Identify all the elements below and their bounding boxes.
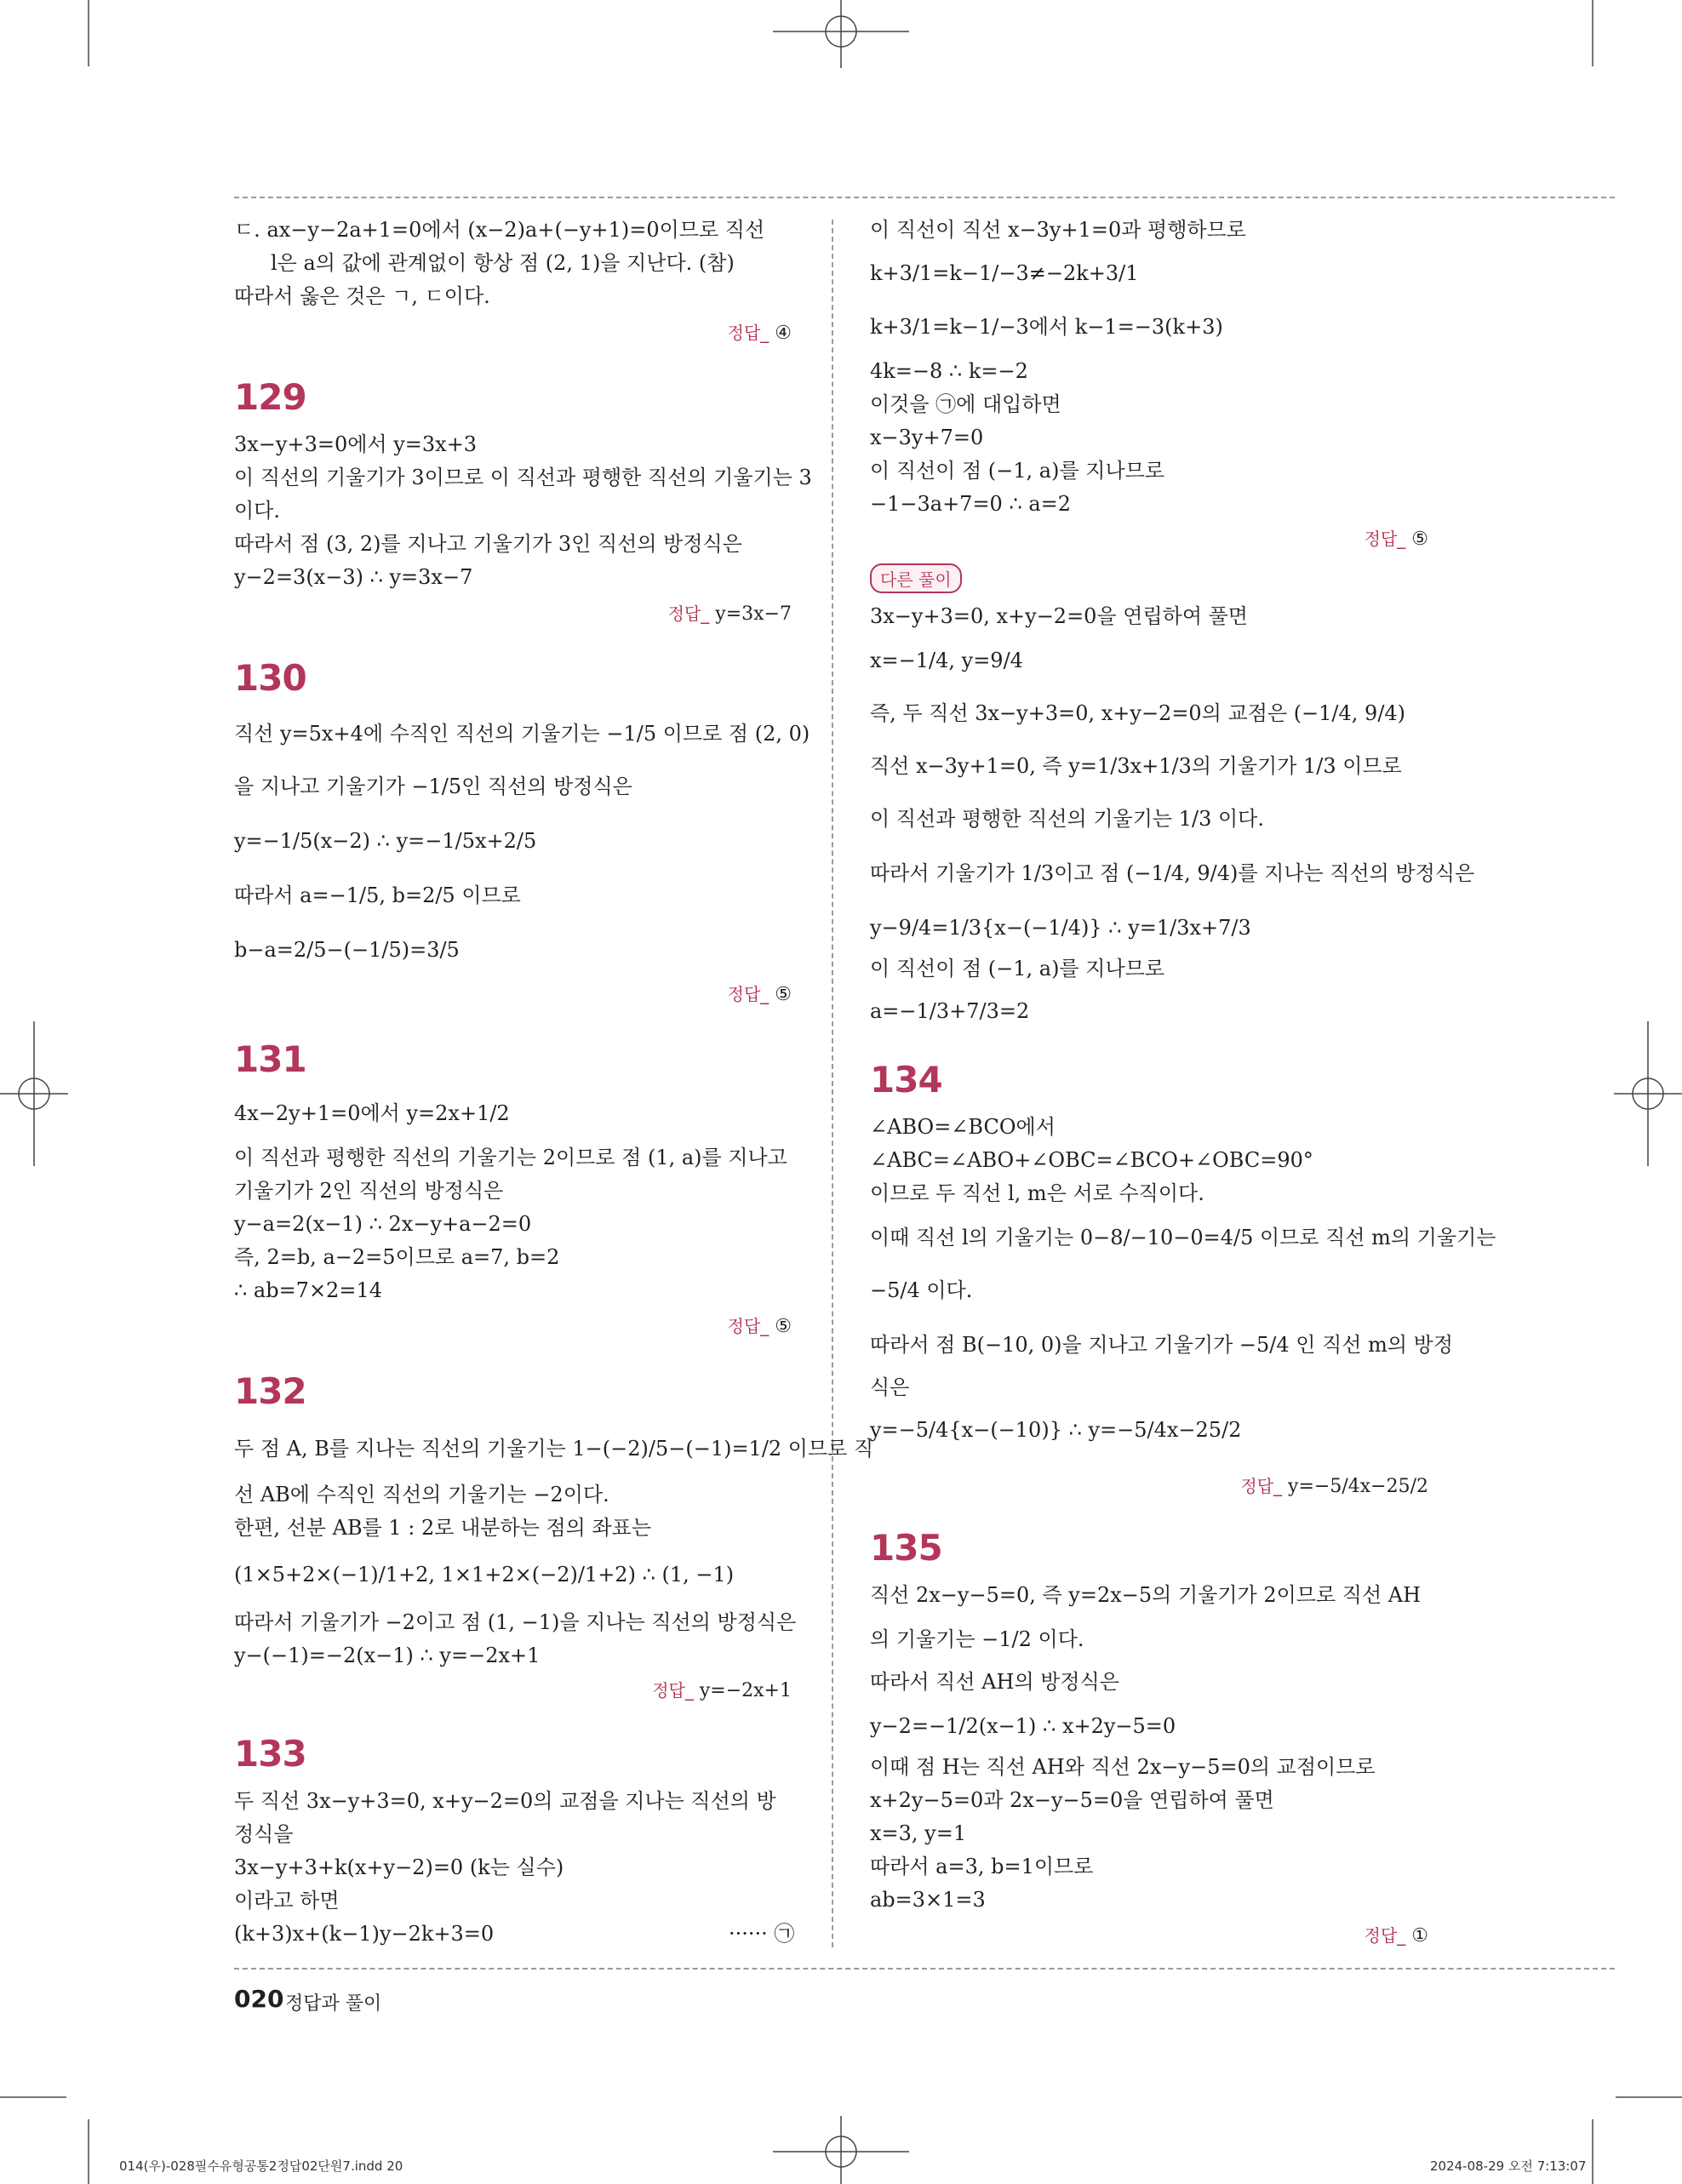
problem-number-133: 133 <box>234 1733 306 1775</box>
alt-solution-badge: 다른 풀이 <box>870 563 962 593</box>
p132-line-2: 선 AB에 수직인 직선의 기울기는 −2이다. <box>234 1483 609 1507</box>
crop-mark-bottom-right-h <box>1616 2096 1682 2098</box>
intro-answer <box>728 319 792 344</box>
crop-mark-top-right-v <box>1592 0 1593 66</box>
answer-label: 정답_ <box>667 603 710 624</box>
p133c-line-8: −1−3a+7=0 ∴ a=2 <box>870 492 1072 516</box>
p133c-answer <box>1364 525 1428 550</box>
column-divider <box>832 220 833 1947</box>
problem-number-129: 129 <box>234 376 306 418</box>
alt-line-7: y−9/4=1/3{x−(−1/4)} ∴ y=1/3x+7/3 <box>870 916 1251 940</box>
p131-answer <box>728 1312 792 1337</box>
p133c-line-3: k+3/1=k−1/−3에서 k−1=−3(k+3) <box>870 315 1223 339</box>
alt-line-4: 직선 x−3y+1=0, 즉 y=1/3x+1/3의 기울기가 1/3 이므로 <box>870 754 1402 778</box>
p133-line-4: 이라고 하면 <box>234 1889 340 1912</box>
p130-line-3: y=−1/5(x−2) ∴ y=−1/5x+2/5 <box>234 829 537 853</box>
problem-number-132: 132 <box>234 1370 306 1412</box>
p132-line-4: (1×5+2×(−1)/1+2, 1×1+2×(−2)/1+2) ∴ (1, −1) <box>234 1563 735 1587</box>
alt-line-2: x=−1/4, y=9/4 <box>870 649 1023 672</box>
alt-line-8: 이 직선이 점 (−1, a)를 지나므로 <box>870 957 1165 981</box>
answer-value: ⑤ <box>775 1316 792 1337</box>
p131-line-4: y−a=2(x−1) ∴ 2x−y+a−2=0 <box>234 1212 532 1236</box>
p134-line-3: 이므로 두 직선 l, m은 서로 수직이다. <box>870 1181 1204 1205</box>
p134-line-1: ∠ABO=∠BCO에서 <box>870 1115 1056 1139</box>
bottom-dashed-rule <box>234 1968 1615 1970</box>
p135-line-7: x=3, y=1 <box>870 1821 967 1845</box>
p134-line-6: 따라서 점 B(−10, 0)을 지나고 기울기가 −5/4 인 직선 m의 방정 <box>870 1333 1454 1357</box>
answer-label: 정답_ <box>1364 1925 1406 1946</box>
answer-value: y=−5/4x−25/2 <box>1288 1476 1428 1497</box>
p135-line-2: 의 기울기는 −1/2 이다. <box>870 1627 1084 1651</box>
p129-line-4: 따라서 점 (3, 2)를 지나고 기울기가 3인 직선의 방정식은 <box>234 532 742 556</box>
crop-mark-top-left-v <box>88 0 89 66</box>
p129-line-3: 이다. <box>234 499 280 523</box>
problem-number-130: 130 <box>234 657 306 699</box>
p133c-line-6: x−3y+7=0 <box>870 426 984 449</box>
p135-line-5: 이때 점 H는 직선 AH와 직선 2x−y−5=0의 교점이므로 <box>870 1755 1376 1779</box>
answer-value: ⑤ <box>775 984 792 1005</box>
answer-label: 정답_ <box>727 984 769 1004</box>
footer-section-title: 정답과 풀이 <box>285 1993 382 2015</box>
problem-number-135: 135 <box>870 1527 942 1569</box>
p133c-line-4: 4k=−8 ∴ k=−2 <box>870 359 1028 383</box>
p134-line-7: 식은 <box>870 1375 910 1399</box>
p129-answer <box>668 600 792 625</box>
alt-line-6: 따라서 기울기가 1/3이고 점 (−1/4, 9/4)를 지나는 직선의 방정식은 <box>870 861 1475 885</box>
p129-line-1: 3x−y+3=0에서 y=3x+3 <box>234 432 478 456</box>
answer-value: y=−2x+1 <box>699 1680 792 1701</box>
alt-line-9: a=−1/3+7/3=2 <box>870 999 1030 1023</box>
p130-line-2: 을 지나고 기울기가 −1/5인 직선의 방정식은 <box>234 775 632 798</box>
p131-line-5: 즉, 2=b, a−2=5이므로 a=7, b=2 <box>234 1245 560 1269</box>
problem-number-134: 134 <box>870 1059 942 1101</box>
page-number: 020 <box>234 1985 284 2013</box>
top-dashed-rule <box>234 197 1615 198</box>
slug-filename: 014(우)-028필수유형공통2정답02단원7.indd 20 <box>119 2158 403 2174</box>
alt-line-3: 즉, 두 직선 3x−y+3=0, x+y−2=0의 교점은 (−1/4, 9/4) <box>870 701 1406 725</box>
p132-line-3: 한편, 선분 AB를 1 : 2로 내분하는 점의 좌표는 <box>234 1516 652 1540</box>
p131-line-1: 4x−2y+1=0에서 y=2x+1/2 <box>234 1101 510 1125</box>
p133c-line-1: 이 직선이 직선 x−3y+1=0과 평행하므로 <box>870 218 1246 242</box>
crop-mark-bottom-left-v <box>88 2119 89 2184</box>
p134-line-8: y=−5/4{x−(−10)} ∴ y=−5/4x−25/2 <box>870 1418 1242 1442</box>
p133-line-1: 두 직선 3x−y+3=0, x+y−2=0의 교점을 지나는 직선의 방 <box>234 1789 776 1813</box>
p135-line-1: 직선 2x−y−5=0, 즉 y=2x−5의 기울기가 2이므로 직선 AH <box>870 1583 1422 1607</box>
registration-mark-bottom <box>773 2116 909 2184</box>
p133-line-2: 정식을 <box>234 1822 294 1846</box>
p129-line-2: 이 직선의 기울기가 3이므로 이 직선과 평행한 직선의 기울기는 3 <box>234 466 812 489</box>
answer-label: 정답_ <box>1364 529 1406 549</box>
p131-line-2: 이 직선과 평행한 직선의 기울기는 2이므로 점 (1, a)를 지나고 <box>234 1146 787 1169</box>
p129-line-5: y−2=3(x−3) ∴ y=3x−7 <box>234 565 473 589</box>
crop-mark-bottom-left-h <box>0 2096 66 2098</box>
p135-line-9: ab=3×1=3 <box>870 1888 986 1912</box>
registration-mark-left <box>0 1021 68 1166</box>
p134-line-2: ∠ABC=∠ABO+∠OBC=∠BCO+∠OBC=90° <box>870 1148 1313 1172</box>
p130-answer <box>728 981 792 1005</box>
intro-line-2: l은 a의 값에 관계없이 항상 점 (2, 1)을 지난다. (참) <box>271 251 735 275</box>
p135-line-6: x+2y−5=0과 2x−y−5=0을 연립하여 풀면 <box>870 1788 1274 1812</box>
p132-line-6: y−(−1)=−2(x−1) ∴ y=−2x+1 <box>234 1644 541 1667</box>
p130-line-1: 직선 y=5x+4에 수직인 직선의 기울기는 −1/5 이므로 점 (2, 0) <box>234 722 810 746</box>
intro-line-1: ㄷ. ax−y−2a+1=0에서 (x−2)a+(−y+1)=0이므로 직선 <box>234 218 765 242</box>
p135-line-4: y−2=−1/2(x−1) ∴ x+2y−5=0 <box>870 1714 1176 1738</box>
problem-number-131: 131 <box>234 1038 306 1080</box>
answer-label: 정답_ <box>652 1680 694 1701</box>
p130-line-4: 따라서 a=−1/5, b=2/5 이므로 <box>234 883 521 907</box>
registration-mark-top <box>773 0 909 68</box>
answer-value: ④ <box>775 323 792 344</box>
p130-line-5: b−a=2/5−(−1/5)=3/5 <box>234 938 460 962</box>
alt-line-1: 3x−y+3=0, x+y−2=0을 연립하여 풀면 <box>870 604 1248 628</box>
p133-marker: ······ ㉠ <box>729 1922 795 1946</box>
answer-value: ① <box>1411 1925 1428 1947</box>
p135-line-3: 따라서 직선 AH의 방정식은 <box>870 1670 1119 1694</box>
p131-line-3: 기울기가 2인 직선의 방정식은 <box>234 1179 504 1203</box>
p132-line-1: 두 점 A, B를 지나는 직선의 기울기는 1−(−2)/5−(−1)=1/2 이므로 직 <box>234 1437 874 1461</box>
alt-line-5: 이 직선과 평행한 직선의 기울기는 1/3 이다. <box>870 807 1264 831</box>
p134-answer <box>1240 1472 1428 1497</box>
slug-date: 2024-08-29 오전 7:13:07 <box>1430 2158 1587 2174</box>
p133c-line-5: 이것을 ㉠에 대입하면 <box>870 392 1061 416</box>
p133-line-3: 3x−y+3+k(x+y−2)=0 (k는 실수) <box>234 1855 564 1879</box>
answer-label: 정답_ <box>727 323 769 343</box>
p135-answer <box>1364 1922 1428 1947</box>
crop-mark-bottom-right-v <box>1592 2119 1593 2184</box>
intro-line-3: 따라서 옳은 것은 ㄱ, ㄷ이다. <box>234 284 490 308</box>
answer-value: y=3x−7 <box>715 603 792 625</box>
registration-mark-right <box>1614 1021 1682 1166</box>
p134-line-4: 이때 직선 l의 기울기는 0−8/−10−0=4/5 이므로 직선 m의 기울기는 <box>870 1226 1496 1249</box>
answer-label: 정답_ <box>1240 1476 1283 1496</box>
answer-label: 정답_ <box>727 1316 769 1336</box>
p135-line-8: 따라서 a=3, b=1이므로 <box>870 1855 1094 1878</box>
p132-line-5: 따라서 기울기가 −2이고 점 (1, −1)을 지나는 직선의 방정식은 <box>234 1610 797 1634</box>
p133c-line-7: 이 직선이 점 (−1, a)를 지나므로 <box>870 459 1165 483</box>
p132-answer <box>652 1677 792 1701</box>
answer-value: ⑤ <box>1411 529 1428 550</box>
p134-line-5: −5/4 이다. <box>870 1278 973 1302</box>
p133c-line-2: k+3/1=k−1/−3≠−2k+3/1 <box>870 261 1139 285</box>
p131-line-6: ∴ ab=7×2=14 <box>234 1278 382 1302</box>
p133-line-5: (k+3)x+(k−1)y−2k+3=0 <box>234 1922 495 1946</box>
